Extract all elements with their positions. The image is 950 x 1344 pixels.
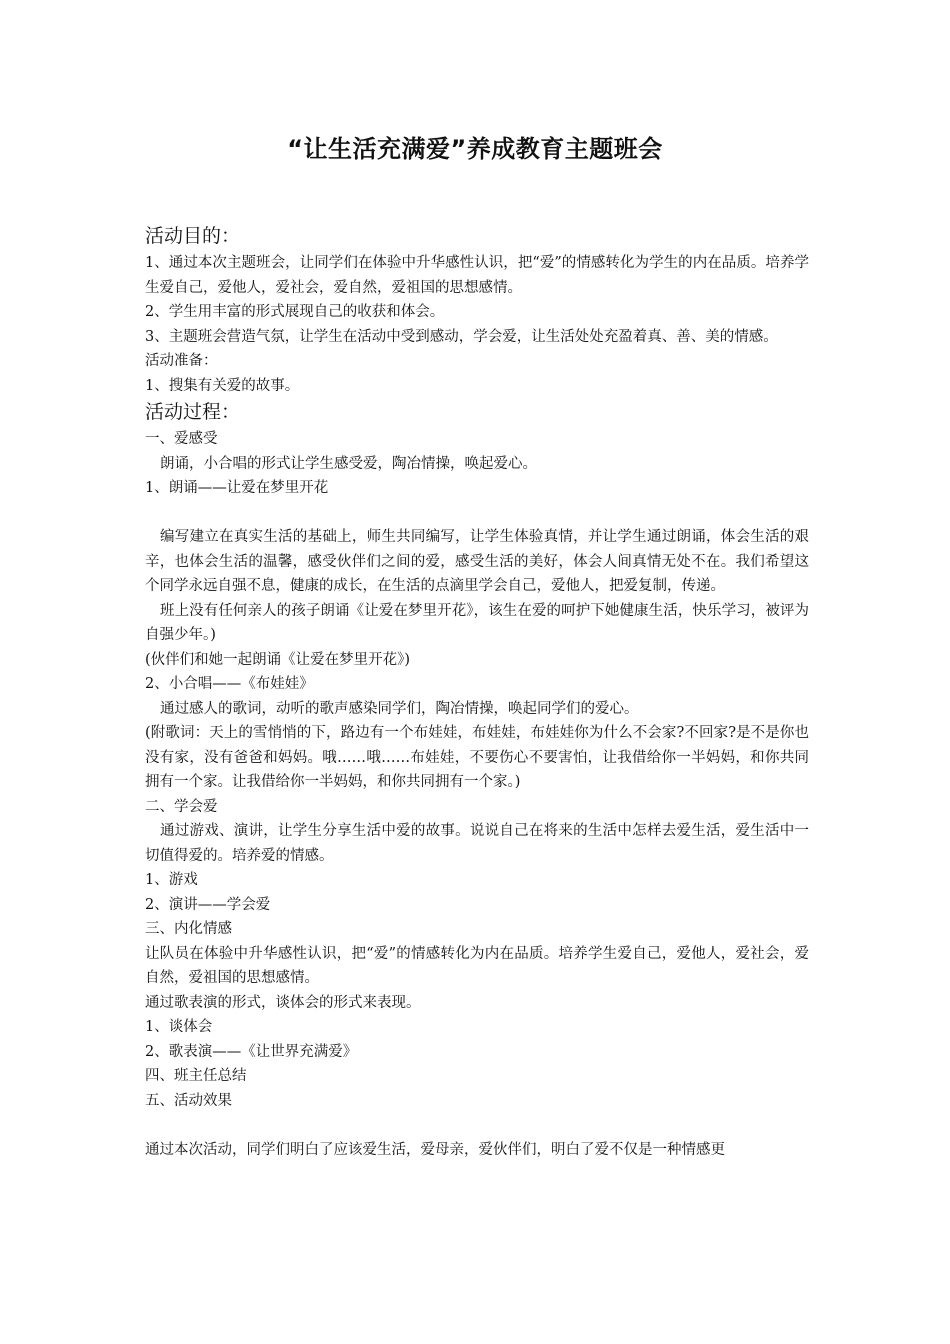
paragraph: 2、歌表演——《让世界充满爱》 xyxy=(145,1043,358,1060)
paragraph: 通过歌表演的形式，谈体会的形式来表现。 xyxy=(145,994,421,1011)
paragraph: 四、班主任总结 xyxy=(145,1068,247,1084)
paragraph: 2、演讲——学会爱 xyxy=(145,896,271,913)
paragraph: 通过本次活动，同学们明白了应该爱生活，爱母亲，爱伙伴们，明白了爱不仅是一种情感更 xyxy=(145,1141,725,1158)
section-heading: 活动过程： xyxy=(145,401,241,423)
paragraph: 朗诵，小合唱的形式让学生感受爱，陶冶情操，唤起爱心。 xyxy=(160,455,537,472)
paragraph: 3、主题班会营造气氛，让学生在活动中受到感动，学会爱，让生活处处充盈着真、善、美的情感。 xyxy=(145,328,778,345)
paragraph: 2、学生用丰富的形式展现自己的收获和体会。 xyxy=(145,304,445,320)
paragraph: 1、朗诵——让爱在梦里开花 xyxy=(145,480,329,496)
blank-line xyxy=(145,1113,809,1138)
blank-line xyxy=(145,501,809,526)
paragraph: 1、通过本次主题班会，让同学们在体验中升华感性认识，把“爱”的情感转化为学生的内在品质。培养学生爱自己，爱他人，爱社会，爱自然，爱祖国的思想感情。 xyxy=(145,255,809,296)
paragraph: 三、内化情感 xyxy=(145,921,232,937)
paragraph: 2、小合唱——《布娃娃》 xyxy=(145,676,314,692)
paragraph: (伙伴们和她一起朗诵《让爱在梦里开花》) xyxy=(145,651,411,668)
section-heading: 活动目的： xyxy=(145,225,241,247)
paragraph: 二、学会爱 xyxy=(145,798,218,815)
paragraph: 1、游戏 xyxy=(145,872,198,888)
paragraph: 编写建立在真实生活的基础上，师生共同编写，让学生体验真情，并让学生通过朗诵，体会生活的艰辛，也体会生活的温馨，感受伙伴们之间的爱，感受生活的美好，体会人间真情无处不在。我们希望这个同学永远自强不息，健康的成长，在生活的点滴里学会自己，爱他人，把爱复制，传递。 xyxy=(145,529,809,594)
paragraph: 通过感人的歌词，动听的歌声感染同学们，陶冶情操，唤起同学们的爱心。 xyxy=(160,700,639,717)
document-title: “让生活充满爱”养成教育主题班会 xyxy=(287,135,663,163)
document-body xyxy=(145,222,809,1162)
paragraph: 班上没有任何亲人的孩子朗诵《让爱在梦里开花》，该生在爱的呵护下她健康生活，快乐学习，被评为自强少年。) xyxy=(145,602,809,643)
paragraph: 五、活动效果 xyxy=(145,1092,232,1109)
paragraph: (附歌词：天上的雪悄悄的下，路边有一个布娃娃，布娃娃，布娃娃你为什么不会家?不回家?是不是你也没有家，没有爸爸和妈妈。哦……哦……布娃娃，不要伤心不要害怕，让我借给你一半妈妈，和你共同拥有一个家。让我借给你一半妈妈，和你共同拥有一个家。) xyxy=(145,725,809,790)
paragraph: 通过游戏、演讲，让学生分享生活中爱的故事。说说自己在将来的生活中怎样去爱生活，爱生活中一切值得爱的。培养爱的情感。 xyxy=(145,823,809,864)
paragraph: 1、搜集有关爱的故事。 xyxy=(145,377,300,394)
paragraph: 1、谈体会 xyxy=(145,1019,213,1035)
paragraph: 让队员在体验中升华感性认识，把“爱”的情感转化为内在品质。培养学生爱自己，爱他人，爱社会，爱自然，爱祖国的思想感情。 xyxy=(145,945,809,986)
paragraph: 一、爱感受 xyxy=(145,431,218,447)
paragraph: 活动准备： xyxy=(145,353,218,369)
